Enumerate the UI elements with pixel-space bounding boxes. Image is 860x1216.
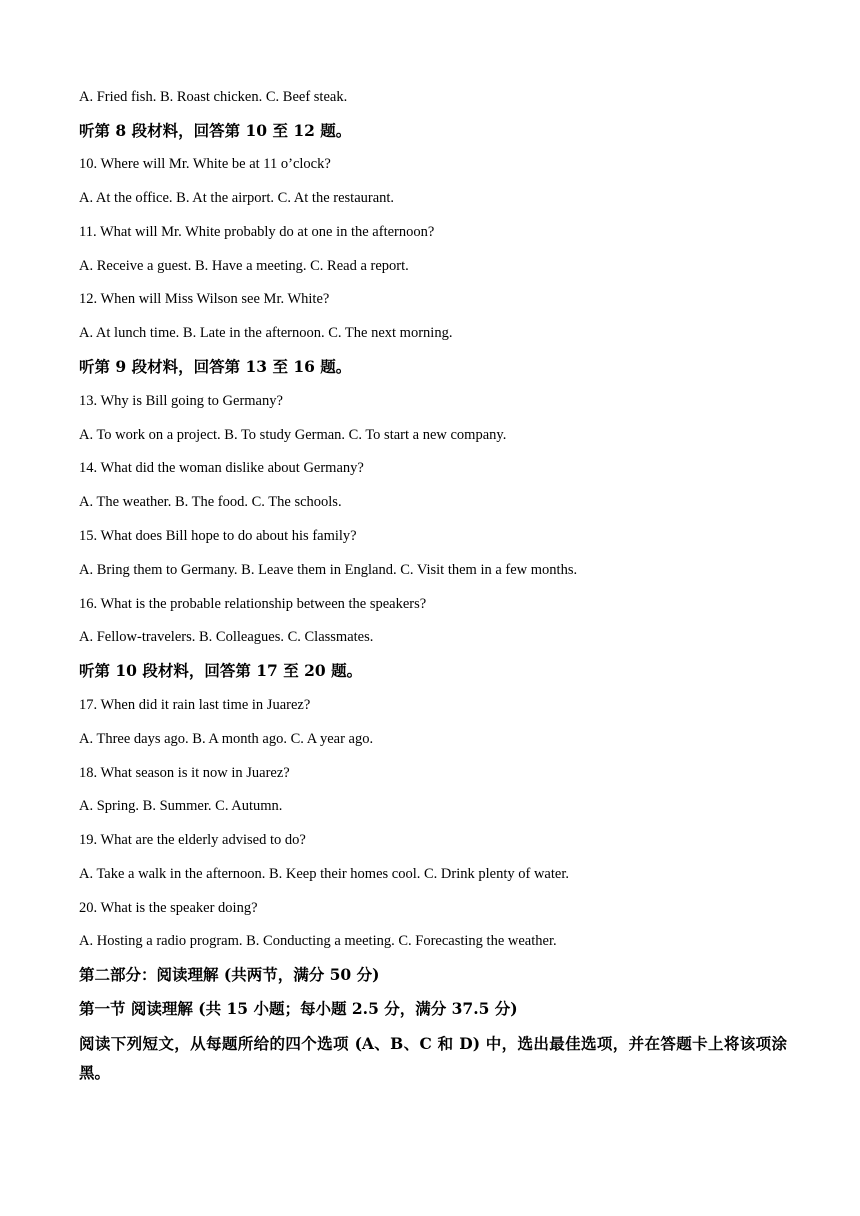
question-16: 16. What is the probable relationship between the speakers? <box>79 596 427 612</box>
answer-options-12: A. At lunch time. B. Late in the afternoon. C. The next morning. <box>79 325 453 341</box>
answer-options-14: A. The weather. B. The food. C. The schools. <box>79 494 342 510</box>
answer-options-13: A. To work on a project. B. To study German. C. To start a new company. <box>79 427 507 443</box>
part-two-heading: 第二部分：阅读理解 (共两节，满分 50 分) <box>79 965 380 984</box>
answer-options-10: A. At the office. B. At the airport. C. At the restaurant. <box>79 190 395 206</box>
question-11: 11. What will Mr. White probably do at one in the afternoon? <box>79 224 435 240</box>
reading-instruction: 阅读下列短文，从每题所给的四个选项 (A、B、C 和 D) 中，选出最佳选项，并在答题卡上将该项涂黑。 <box>79 1034 787 1082</box>
question-20: 20. What is the speaker doing? <box>79 900 258 916</box>
question-14: 14. What did the woman dislike about Germany? <box>79 460 364 476</box>
answer-options-15: A. Bring them to Germany. B. Leave them in England. C. Visit them in a few months. <box>79 562 578 578</box>
section-heading-material-8: 听第 8 段材料，回答第 10 至 12 题。 <box>79 121 352 140</box>
answer-options-17: A. Three days ago. B. A month ago. C. A year ago. <box>79 731 374 747</box>
question-13: 13. Why is Bill going to Germany? <box>79 393 283 409</box>
question-10: 10. Where will Mr. White be at 11 o’clock? <box>79 156 331 172</box>
section-heading-material-9: 听第 9 段材料，回答第 13 至 16 题。 <box>79 357 352 376</box>
question-17: 17. When did it rain last time in Juarez? <box>79 697 311 713</box>
answer-options-20: A. Hosting a radio program. B. Conducting a meeting. C. Forecasting the weather. <box>79 933 557 949</box>
answer-options-16: A. Fellow-travelers. B. Colleagues. C. Classmates. <box>79 629 374 645</box>
answer-options-9: A. Fried fish. B. Roast chicken. C. Beef steak. <box>79 89 348 105</box>
question-18: 18. What season is it now in Juarez? <box>79 765 290 781</box>
answer-options-19: A. Take a walk in the afternoon. B. Keep their homes cool. C. Drink plenty of water. <box>79 866 569 882</box>
answer-options-11: A. Receive a guest. B. Have a meeting. C. Read a report. <box>79 258 409 274</box>
question-12: 12. When will Miss Wilson see Mr. White? <box>79 291 330 307</box>
answer-options-18: A. Spring. B. Summer. C. Autumn. <box>79 798 283 814</box>
section-heading-material-10: 听第 10 段材料，回答第 17 至 20 题。 <box>79 661 363 680</box>
question-19: 19. What are the elderly advised to do? <box>79 832 306 848</box>
section-one-heading: 第一节 阅读理解 (共 15 小题；每小题 2.5 分，满分 37.5 分) <box>79 999 518 1018</box>
question-15: 15. What does Bill hope to do about his family? <box>79 528 357 544</box>
